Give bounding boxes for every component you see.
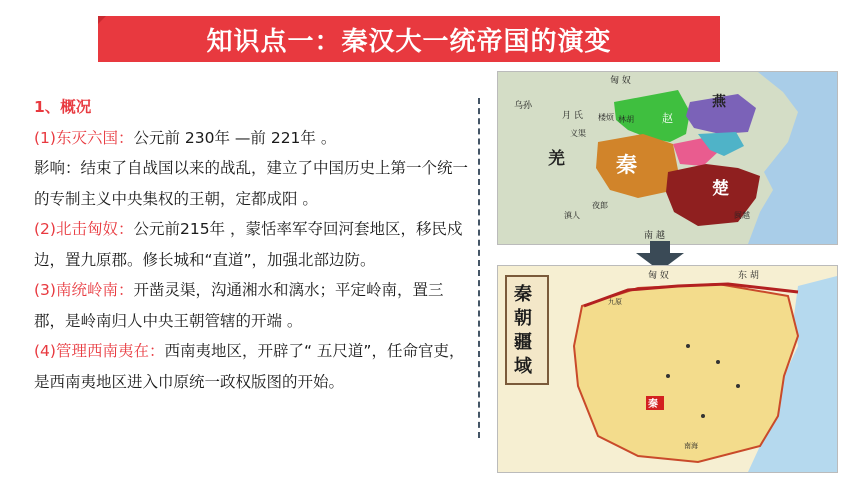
- title-corner-decoration: [98, 16, 106, 24]
- map1-label-zhao: 赵: [662, 112, 673, 125]
- map1-label-yuezhi: 月 氏: [562, 111, 583, 121]
- map2-label-jiuyuan: 九原: [608, 298, 622, 306]
- map1-label-chu: 楚: [712, 179, 729, 199]
- map1-label-minyue: 闽越: [734, 211, 750, 220]
- map2-banner-char-2: 朝: [514, 308, 532, 329]
- qin-territory-map: [497, 265, 838, 473]
- impact-label: 影响：: [34, 159, 81, 177]
- content-text-block: [34, 92, 474, 397]
- warring-states-map-svg: [498, 72, 837, 244]
- impact-text: 结束了自战国以来的战乱，建立了中国历史上第一个统一的专制主义中央集权的王朝，定都成阳 。: [34, 159, 469, 208]
- item-4: [34, 336, 474, 397]
- map1-label-linhu: 林胡: [618, 115, 634, 124]
- warring-states-map: [497, 71, 838, 245]
- item-3-text: 开凿灵渠，沟通湘水和漓水；平定岭南，置三郡，是岭南归人中央王朝管辖的开端 。: [34, 281, 444, 330]
- item-1: [34, 123, 474, 154]
- map2-label-qin: 秦: [648, 399, 658, 410]
- map2-label-nanhai: 南海: [684, 442, 698, 450]
- qin-territory-map-svg: [498, 266, 837, 472]
- map1-label-yan: 燕: [712, 94, 726, 110]
- item-2-label: (2)北击匈奴：: [34, 220, 134, 238]
- item-2: [34, 214, 474, 275]
- map1-label-xiongnu: 匈 奴: [610, 76, 631, 86]
- map2-label-donghu: 东 胡: [738, 271, 759, 281]
- item-4-label: (4)管理西南夷在：: [34, 342, 165, 360]
- item-3-label: (3)南统岭南：: [34, 281, 134, 299]
- map1-label-loufan: 楼烦: [598, 113, 614, 122]
- impact-paragraph: [34, 153, 474, 214]
- dashed-divider: [478, 98, 480, 438]
- item-2-text: 公元前215年 ，蒙恬率军夺回河套地区，移民戍边，置九原郡。修长城和“直道”，加强北部边防。: [34, 220, 463, 269]
- map2-banner-char-4: 域: [514, 356, 532, 377]
- map1-label-yiqu: 义渠: [570, 129, 586, 138]
- map2-banner-char-3: 疆: [514, 332, 532, 353]
- map1-label-qiang: 羌: [548, 149, 565, 169]
- page-title: [98, 16, 720, 62]
- map2-banner-char-1: 秦: [514, 284, 532, 305]
- page-title-text: 知识点一：秦汉大一统帝国的演变: [206, 26, 612, 57]
- item-4-text: 西南夷地区，开辟了“ 五尺道”，任命官吏，是西南夷地区进入巾原统一政权版图的开始。: [34, 342, 465, 391]
- item-1-text: 公元前 230年 —前 221年 。: [133, 128, 337, 147]
- item-3: [34, 275, 474, 336]
- map1-label-yelang: 夜郎: [592, 201, 608, 210]
- map1-label-dian: 滇人: [564, 211, 580, 220]
- map1-label-nanyue: 南 越: [644, 231, 665, 241]
- section-heading: 1、概况: [34, 98, 92, 116]
- map2-label-xiongnu: 匈 奴: [648, 271, 669, 281]
- item-1-label: (1)东灭六国：: [34, 128, 134, 147]
- map1-label-qin: 秦: [616, 153, 637, 177]
- map1-label-wusun: 乌孙: [514, 101, 533, 111]
